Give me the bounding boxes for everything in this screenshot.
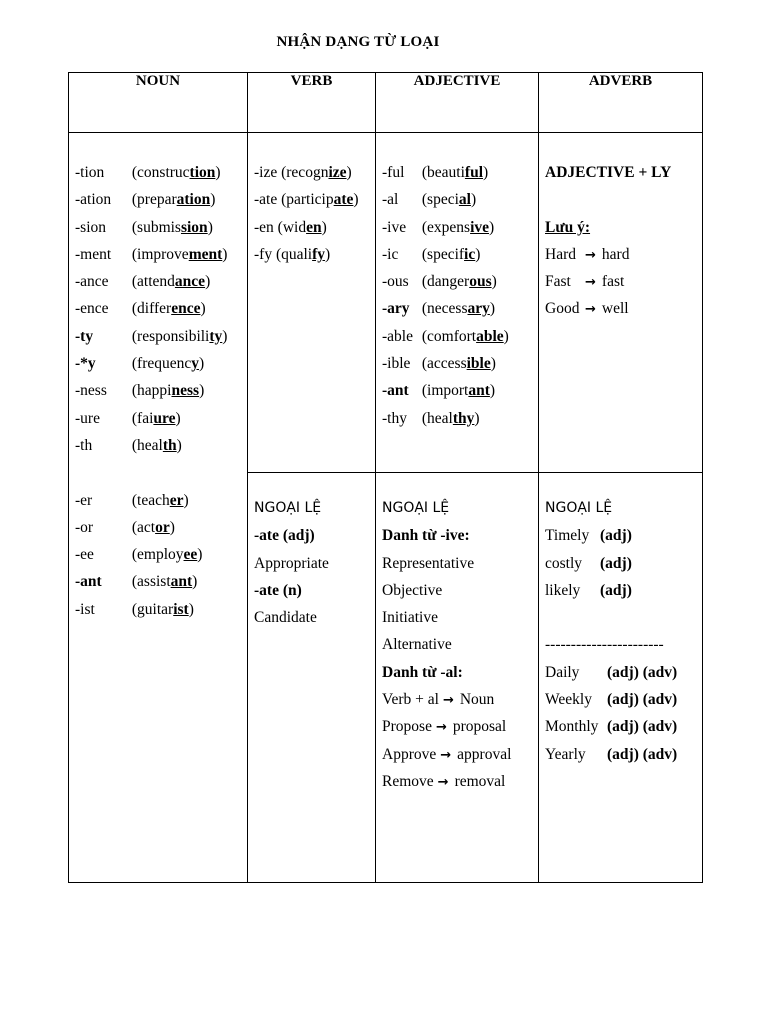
example-stem: (expens xyxy=(421,218,471,236)
example-stem: (particip xyxy=(281,191,334,209)
example xyxy=(422,164,488,181)
adverb-rule: ADJECTIVE + LY xyxy=(545,164,672,181)
example-stem: (submis xyxy=(131,218,181,236)
suffix-row xyxy=(382,377,532,404)
arrow-row xyxy=(382,741,532,768)
arrow-right: fast xyxy=(601,273,625,291)
example-suffix xyxy=(470,219,489,236)
example xyxy=(132,355,204,372)
example xyxy=(422,219,494,236)
example-suffix xyxy=(177,191,211,208)
arrow-left: Propose xyxy=(382,718,432,736)
example-suffix xyxy=(184,546,198,563)
exception-word xyxy=(545,522,696,549)
example xyxy=(422,382,495,399)
example xyxy=(132,546,203,563)
example-suffix-text: ant xyxy=(170,573,193,591)
word-tag: (adj) xyxy=(600,527,632,545)
example-close: ) xyxy=(474,409,480,427)
suffix-row xyxy=(75,159,241,186)
suffix: -or xyxy=(75,518,94,536)
example-suffix xyxy=(453,410,475,427)
example-close: ) xyxy=(353,191,359,209)
example-suffix-text: ary xyxy=(467,300,490,318)
example xyxy=(132,601,194,618)
suffix-row xyxy=(382,159,532,186)
suffix: -ful xyxy=(382,164,405,181)
example-suffix-text: y xyxy=(191,355,199,373)
example-close: ) xyxy=(321,218,327,236)
header-adjective: ADJECTIVE xyxy=(376,73,539,133)
ive-word: Representative xyxy=(382,554,475,572)
suffix-row xyxy=(75,487,241,514)
example-close: ) xyxy=(200,300,206,318)
example xyxy=(422,328,509,345)
example-suffix xyxy=(155,519,170,536)
suffix-row xyxy=(75,268,241,295)
suffix-row xyxy=(75,350,241,377)
suffix: -ation xyxy=(75,191,112,209)
adverb-exceptions-cell xyxy=(539,473,703,883)
example-suffix-text: tion xyxy=(189,164,216,181)
exception-word xyxy=(545,577,696,604)
suffix-row xyxy=(382,295,532,322)
arrow-row xyxy=(545,241,696,268)
suffix: -ate xyxy=(254,191,278,209)
word: Monthly xyxy=(545,718,599,736)
example-suffix xyxy=(476,328,504,345)
example xyxy=(132,246,228,263)
example-stem: (differ xyxy=(131,300,172,318)
adjective-cell xyxy=(376,133,539,473)
suffix-row xyxy=(75,405,241,432)
example-suffix xyxy=(312,246,325,263)
example-suffix-text: ous xyxy=(469,273,492,291)
example-suffix-text: ful xyxy=(464,164,484,181)
suffix: -ous xyxy=(382,273,409,291)
example xyxy=(281,191,358,208)
example-suffix xyxy=(171,300,200,317)
example xyxy=(422,410,480,427)
example-close: ) xyxy=(475,245,481,263)
example-suffix-text: ence xyxy=(171,300,201,318)
example-suffix-text: ist xyxy=(173,600,189,618)
example-suffix xyxy=(467,355,491,372)
example-close: ) xyxy=(192,573,198,591)
noun-suffix-list xyxy=(69,133,247,623)
suffix-row xyxy=(382,323,532,350)
example-suffix xyxy=(306,219,322,236)
example-stem: (necess xyxy=(421,300,468,318)
word: Weekly xyxy=(545,691,592,709)
arrow-row xyxy=(382,768,532,795)
example-stem: (employ xyxy=(131,546,184,564)
example-suffix xyxy=(334,191,354,208)
suffix: -en xyxy=(254,218,274,236)
example-close: ) xyxy=(346,164,352,181)
example-suffix-text: ive xyxy=(470,218,490,236)
example xyxy=(422,355,496,372)
example-close: ) xyxy=(222,327,228,345)
ive-word: Objective xyxy=(382,581,443,599)
example-close: ) xyxy=(489,218,495,236)
word: Daily xyxy=(545,663,580,681)
suffix: -ic xyxy=(382,245,399,263)
example-stem: (speci xyxy=(421,191,459,209)
example-suffix-text: sion xyxy=(180,218,208,236)
arrow-right: removal xyxy=(454,772,506,790)
example xyxy=(278,219,327,236)
suffix: -thy xyxy=(382,409,407,427)
example xyxy=(132,191,216,208)
suffix: -ary xyxy=(382,300,410,318)
suffix: -ible xyxy=(382,355,411,373)
example-close: ) xyxy=(490,355,496,373)
word-tag: (adj) (adv) xyxy=(607,718,678,736)
example-stem: (responsibili xyxy=(131,327,210,345)
example-suffix-text: thy xyxy=(452,409,475,427)
adverb-rules xyxy=(539,133,702,323)
al-heading: Danh từ -al: xyxy=(382,663,463,681)
verb-exc-ate-adj: -ate (adj) xyxy=(254,527,315,545)
example-suffix-text: th xyxy=(162,436,177,454)
example xyxy=(132,573,197,590)
example-stem: (access xyxy=(421,355,467,373)
suffix: -tion xyxy=(75,164,105,181)
page-title: NHẬN DẠNG TỪ LOẠI xyxy=(276,34,440,50)
header-noun: NOUN xyxy=(69,73,248,133)
arrow-row xyxy=(382,713,532,740)
suffix: -er xyxy=(75,491,93,509)
example-suffix-text: ize xyxy=(328,164,347,181)
example-suffix-text: ic xyxy=(464,245,476,263)
arrow-row xyxy=(545,268,696,295)
example-suffix-text: al xyxy=(458,191,471,209)
suffix-row xyxy=(75,514,241,541)
word-tag: (adj) xyxy=(600,581,632,599)
word-tag: (adj) (adv) xyxy=(607,663,678,681)
example-stem: (specif xyxy=(421,245,465,263)
header-verb: VERB xyxy=(248,73,376,133)
exception-word xyxy=(545,659,696,686)
example-close: ) xyxy=(489,300,496,318)
word-tag: (adj) xyxy=(600,554,632,572)
example-suffix-text: ee xyxy=(183,546,198,564)
adjective-exceptions-heading: NGOẠI LỆ xyxy=(382,500,450,516)
suffix: -ist xyxy=(75,600,95,618)
example-close: ) xyxy=(183,491,189,509)
suffix: -ee xyxy=(75,546,94,564)
verb-exceptions-heading: NGOẠI LỆ xyxy=(254,500,322,516)
verb-cell xyxy=(248,133,376,473)
arrow-right: Noun xyxy=(459,691,495,709)
word: costly xyxy=(545,554,583,572)
example-close: ) xyxy=(175,409,181,427)
word: likely xyxy=(545,581,581,599)
verb-exc-candidate: Candidate xyxy=(254,609,317,627)
suffix-row xyxy=(382,241,532,268)
example-stem: (improve xyxy=(131,245,189,263)
noun-cell xyxy=(69,133,248,883)
example-stem: (danger xyxy=(421,273,470,291)
example-stem: (teach xyxy=(131,491,170,509)
verb-exceptions-cell xyxy=(248,473,376,883)
header-adverb: ADVERB xyxy=(539,73,703,133)
example-suffix xyxy=(190,164,216,181)
word-tag: (adj) (adv) xyxy=(607,745,678,763)
example-suffix-text: en xyxy=(306,218,322,236)
example-stem: (act xyxy=(131,518,156,536)
suffix-row xyxy=(75,186,241,213)
suffix: -*y xyxy=(75,355,96,373)
word-tag: (adj) (adv) xyxy=(607,691,678,709)
arrow-row xyxy=(545,295,696,322)
example-suffix xyxy=(328,164,346,181)
example-close: ) xyxy=(222,245,228,263)
arrow-left: Verb + al xyxy=(382,691,439,709)
adverb-adj-list xyxy=(545,522,696,604)
suffix: -sion xyxy=(75,218,106,236)
example-suffix-text: able xyxy=(476,327,504,345)
example-suffix xyxy=(459,191,471,208)
exception-word xyxy=(545,550,696,577)
example-suffix xyxy=(189,246,223,263)
example-close: ) xyxy=(205,273,211,291)
example xyxy=(132,164,221,181)
example xyxy=(132,328,228,345)
ive-heading: Danh từ -ive: xyxy=(382,527,470,545)
example-close: ) xyxy=(199,382,205,400)
suffix-row xyxy=(254,241,369,268)
suffix-row xyxy=(254,214,369,241)
right-arrow-icon: → xyxy=(585,302,596,318)
example-suffix xyxy=(171,573,193,590)
verb-exc-appropriate: Appropriate xyxy=(254,554,329,572)
word: Timely xyxy=(545,527,590,545)
example-suffix-text: ment xyxy=(188,245,223,263)
right-arrow-icon: → xyxy=(585,247,596,263)
example xyxy=(281,164,352,181)
example-suffix xyxy=(468,382,490,399)
suffix-row xyxy=(254,159,369,186)
suffix-row xyxy=(75,241,241,268)
suffix: -ness xyxy=(75,382,107,400)
exception-word xyxy=(545,713,696,740)
example-suffix-text: fy xyxy=(312,245,326,263)
suffix-row xyxy=(75,568,241,595)
suffix: -ant xyxy=(382,382,409,400)
ive-word: Initiative xyxy=(382,609,438,627)
suffix-row xyxy=(382,214,532,241)
suffix-row xyxy=(75,377,241,404)
suffix-row xyxy=(382,405,532,432)
adverb-pairs xyxy=(545,241,696,323)
suffix-row xyxy=(382,268,532,295)
example xyxy=(132,492,189,509)
right-arrow-icon: → xyxy=(585,275,596,291)
arrow-right: approval xyxy=(457,745,512,763)
example-stem: (quali xyxy=(275,245,313,263)
right-arrow-icon: → xyxy=(437,774,449,790)
example-close: ) xyxy=(503,327,509,345)
example-suffix-text: ty xyxy=(209,327,223,345)
arrow-row xyxy=(382,686,532,713)
example xyxy=(422,246,481,263)
ive-word: Alternative xyxy=(382,636,452,654)
example-suffix xyxy=(171,382,199,399)
example-suffix-text: ure xyxy=(153,409,176,427)
example-suffix-text: ation xyxy=(176,191,211,209)
example xyxy=(132,219,213,236)
suffix: -fy xyxy=(254,245,273,263)
al-pair-list xyxy=(382,686,532,795)
arrow-left: Approve xyxy=(382,745,437,763)
suffix-row xyxy=(75,295,241,322)
example-close: ) xyxy=(207,218,213,236)
arrow-left: Remove xyxy=(382,772,434,790)
example-suffix xyxy=(175,273,205,290)
exception-word xyxy=(545,686,696,713)
adverb-both-list xyxy=(545,659,696,768)
adjective-exceptions-cell xyxy=(376,473,539,883)
suffix: -th xyxy=(75,436,93,454)
example xyxy=(132,437,182,454)
suffix-row xyxy=(75,596,241,623)
suffix-row xyxy=(75,323,241,350)
example-close: ) xyxy=(188,600,194,618)
right-arrow-icon: → xyxy=(442,693,454,709)
example-close: ) xyxy=(169,518,175,536)
example-suffix xyxy=(173,601,189,618)
arrow-left: Good xyxy=(545,300,580,318)
example-stem: (import xyxy=(421,382,469,400)
suffix: -ant xyxy=(75,573,102,591)
right-arrow-icon: → xyxy=(440,747,452,763)
example-close: ) xyxy=(325,245,331,263)
example-suffix-text: er xyxy=(169,491,184,509)
example xyxy=(422,273,497,290)
example-close: ) xyxy=(215,164,221,181)
arrow-left: Hard xyxy=(545,245,576,263)
suffix: -ty xyxy=(75,327,94,345)
example-stem: (assist xyxy=(131,573,171,591)
suffix: -ive xyxy=(382,218,407,236)
suffix-row xyxy=(382,350,532,377)
ive-word-list xyxy=(382,550,532,659)
header-row xyxy=(69,73,703,133)
suffix-row xyxy=(382,186,532,213)
word-form-table xyxy=(68,72,703,883)
example-stem: (guitar xyxy=(131,600,174,618)
suffix-row xyxy=(254,186,369,213)
example xyxy=(422,300,495,317)
example-suffix-text: or xyxy=(155,518,170,536)
example-suffix-text: ible xyxy=(466,355,491,373)
example-suffix-text: ate xyxy=(333,191,354,209)
example-close: ) xyxy=(197,546,203,564)
separator: ----------------------- xyxy=(545,636,664,654)
suffix: -ance xyxy=(75,273,109,291)
right-arrow-icon: → xyxy=(435,720,447,736)
example-suffix-text: ness xyxy=(171,382,200,400)
suffix-row xyxy=(75,541,241,568)
example-stem: (heal xyxy=(421,409,453,427)
example-suffix xyxy=(181,219,208,236)
word: Yearly xyxy=(545,745,586,763)
example-suffix-text: ance xyxy=(174,273,206,291)
example-suffix xyxy=(209,328,222,345)
adverb-cell xyxy=(539,133,703,473)
note-label: Lưu ý: xyxy=(545,218,591,236)
suffix: -ment xyxy=(75,245,112,263)
arrow-left: Fast xyxy=(545,273,571,291)
example-suffix xyxy=(464,246,475,263)
adverb-exceptions-heading: NGOẠI LỆ xyxy=(545,500,613,516)
example-suffix xyxy=(191,355,199,372)
example-stem: (prepar xyxy=(131,191,177,209)
verb-suffix-list xyxy=(248,133,375,268)
example xyxy=(132,519,175,536)
example-close: ) xyxy=(176,436,182,454)
example-stem: (recogn xyxy=(281,164,329,181)
example-stem: (happi xyxy=(131,382,172,400)
example xyxy=(276,246,330,263)
verb-exc-ate-n: -ate (n) xyxy=(254,581,302,599)
arrow-right: hard xyxy=(601,245,630,263)
suffix: -ure xyxy=(75,409,100,427)
example-close: ) xyxy=(210,191,216,209)
rules-row xyxy=(69,133,703,473)
example-stem: (heal xyxy=(131,436,163,454)
suffix-row xyxy=(75,432,241,459)
example xyxy=(132,273,210,290)
example-suffix xyxy=(153,410,175,427)
example-suffix xyxy=(468,300,490,317)
example-suffix-text: ant xyxy=(468,382,490,400)
example xyxy=(132,300,206,317)
example-suffix xyxy=(163,437,177,454)
example-stem: (construc xyxy=(131,164,190,181)
example-stem: (frequenc xyxy=(131,355,192,373)
example-close: ) xyxy=(199,355,205,373)
example xyxy=(132,382,204,399)
suffix: -able xyxy=(382,327,413,345)
example-close: ) xyxy=(470,191,477,209)
example-suffix xyxy=(170,492,184,509)
example-stem: (fai xyxy=(131,409,154,427)
example-close: ) xyxy=(483,164,489,181)
suffix: -al xyxy=(382,191,399,209)
example xyxy=(132,410,181,427)
example-suffix xyxy=(465,164,483,181)
suffix: -ence xyxy=(75,300,109,318)
adjective-suffix-list xyxy=(376,133,538,432)
example-stem: (attend xyxy=(131,273,175,291)
suffix-row xyxy=(75,214,241,241)
example xyxy=(422,191,476,208)
example-stem: (wid xyxy=(277,218,307,236)
exception-word xyxy=(545,741,696,768)
example-close: ) xyxy=(491,273,497,291)
suffix: -ize xyxy=(254,164,278,181)
example-stem: (comfort xyxy=(421,327,477,345)
arrow-right: well xyxy=(601,300,629,318)
arrow-right: proposal xyxy=(452,718,507,736)
example-suffix xyxy=(469,273,491,290)
example-close: ) xyxy=(489,382,496,400)
example-stem: (beauti xyxy=(421,164,465,181)
